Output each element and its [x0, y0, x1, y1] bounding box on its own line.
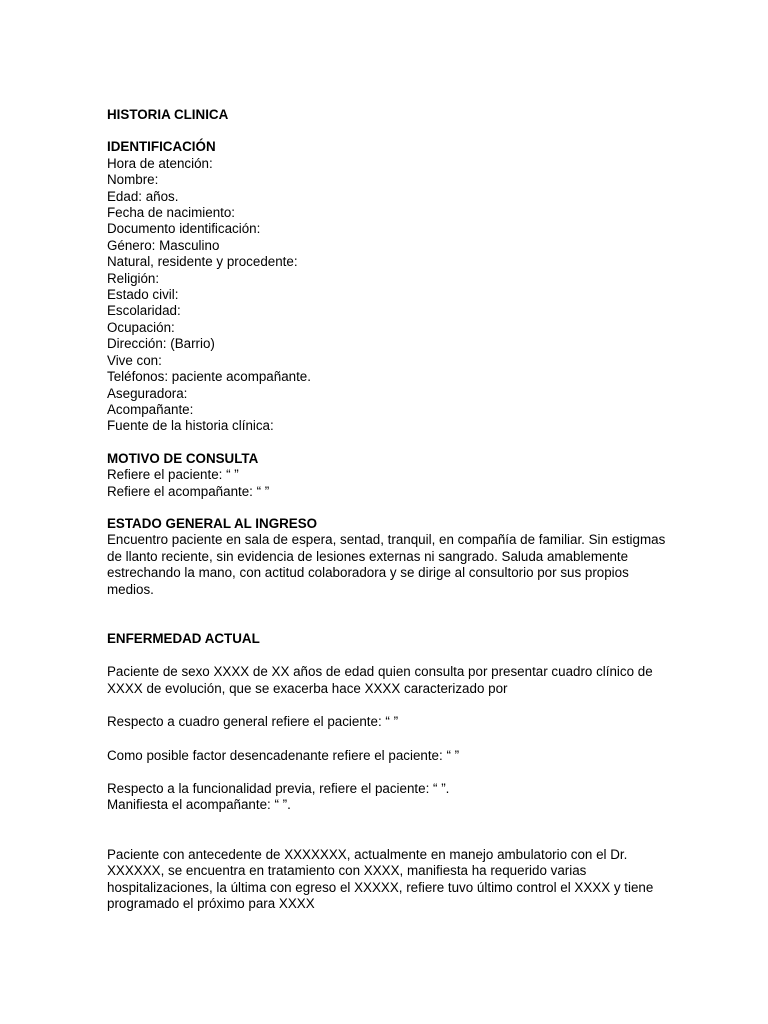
- field-documento: Documento identificación:: [107, 221, 261, 237]
- document-title: HISTORIA CLINICA: [107, 107, 229, 122]
- spacer: [107, 764, 667, 781]
- motivo-paciente: Refiere el paciente: “ ”: [107, 467, 239, 483]
- field-telefonos: Teléfonos: paciente acompañante.: [107, 369, 311, 385]
- enfermedad-paragraph-4-line-1: Respecto a la funcionalidad previa, refiere el paciente: “ ”.: [107, 781, 450, 796]
- field-fuente: Fuente de la historia clínica:: [107, 418, 274, 434]
- spacer: [107, 500, 667, 516]
- field-aseguradora: Aseguradora:: [107, 385, 188, 401]
- spacer: [107, 123, 667, 139]
- field-acompanante: Acompañante:: [107, 401, 194, 417]
- enfermedad-paragraph-5: Paciente con antecedente de XXXXXXX, actualmente en manejo ambulatorio con el Dr. XXXXXX, se encuentra en tratamiento con XXXX, manifiesta ha requerido varias hospitalizaciones, la última con egreso el XXXXX, refiere tuvo último control el XXXX y tiene programado el próximo para XXXX: [107, 846, 654, 912]
- spacer: [107, 697, 667, 714]
- spacer: [107, 814, 667, 847]
- spacer: [107, 731, 667, 748]
- spacer: [107, 435, 667, 451]
- field-natural: Natural, residente y procedente:: [107, 254, 298, 270]
- document-page: [107, 107, 667, 912]
- field-ocupacion: Ocupación:: [107, 319, 175, 335]
- field-nombre: Nombre:: [107, 172, 159, 188]
- field-religion: Religión:: [107, 270, 160, 286]
- field-vive-con: Vive con:: [107, 352, 162, 368]
- section-heading-motivo: MOTIVO DE CONSULTA: [107, 450, 259, 466]
- estado-general-text: Encuentro paciente en sala de espera, sentad, tranquil, en compañía de familiar. Sin estigmas de llanto reciente, sin evidencia de lesiones externas ni sangrado. Saluda amablemente estrechando la mano, con actitud colaboradora y se dirige al consultorio por sus propios medios.: [107, 532, 666, 597]
- field-edad: Edad: años.: [107, 188, 179, 204]
- section-heading-enfermedad-actual: ENFERMEDAD ACTUAL: [107, 630, 260, 646]
- field-estado-civil: Estado civil:: [107, 287, 179, 303]
- field-direccion: Dirección: (Barrio): [107, 336, 215, 352]
- motivo-acompanante: Refiere el acompañante: “ ”: [107, 483, 270, 499]
- field-hora-atencion: Hora de atención:: [107, 155, 213, 171]
- field-fecha-nacimiento: Fecha de nacimiento:: [107, 205, 236, 221]
- field-genero: Género: Masculino: [107, 237, 220, 253]
- spacer: [107, 598, 667, 631]
- spacer: [107, 647, 667, 664]
- field-escolaridad: Escolaridad:: [107, 303, 181, 319]
- section-heading-estado-general: ESTADO GENERAL AL INGRESO: [107, 515, 318, 531]
- enfermedad-paragraph-2: Respecto a cuadro general refiere el paciente: “ ”: [107, 714, 399, 730]
- section-heading-identificacion: IDENTIFICACIÓN: [107, 139, 216, 155]
- enfermedad-paragraph-1: Paciente de sexo XXXX de XX años de edad quien consulta por presentar cuadro clínico de XXXX de evolución, que se exacerba hace XXXX caracterizado por: [107, 664, 653, 696]
- enfermedad-paragraph-3: Como posible factor desencadenante refiere el paciente: “ ”: [107, 747, 460, 763]
- enfermedad-paragraph-4-line-2: Manifiesta el acompañante: “ ”.: [107, 797, 291, 813]
